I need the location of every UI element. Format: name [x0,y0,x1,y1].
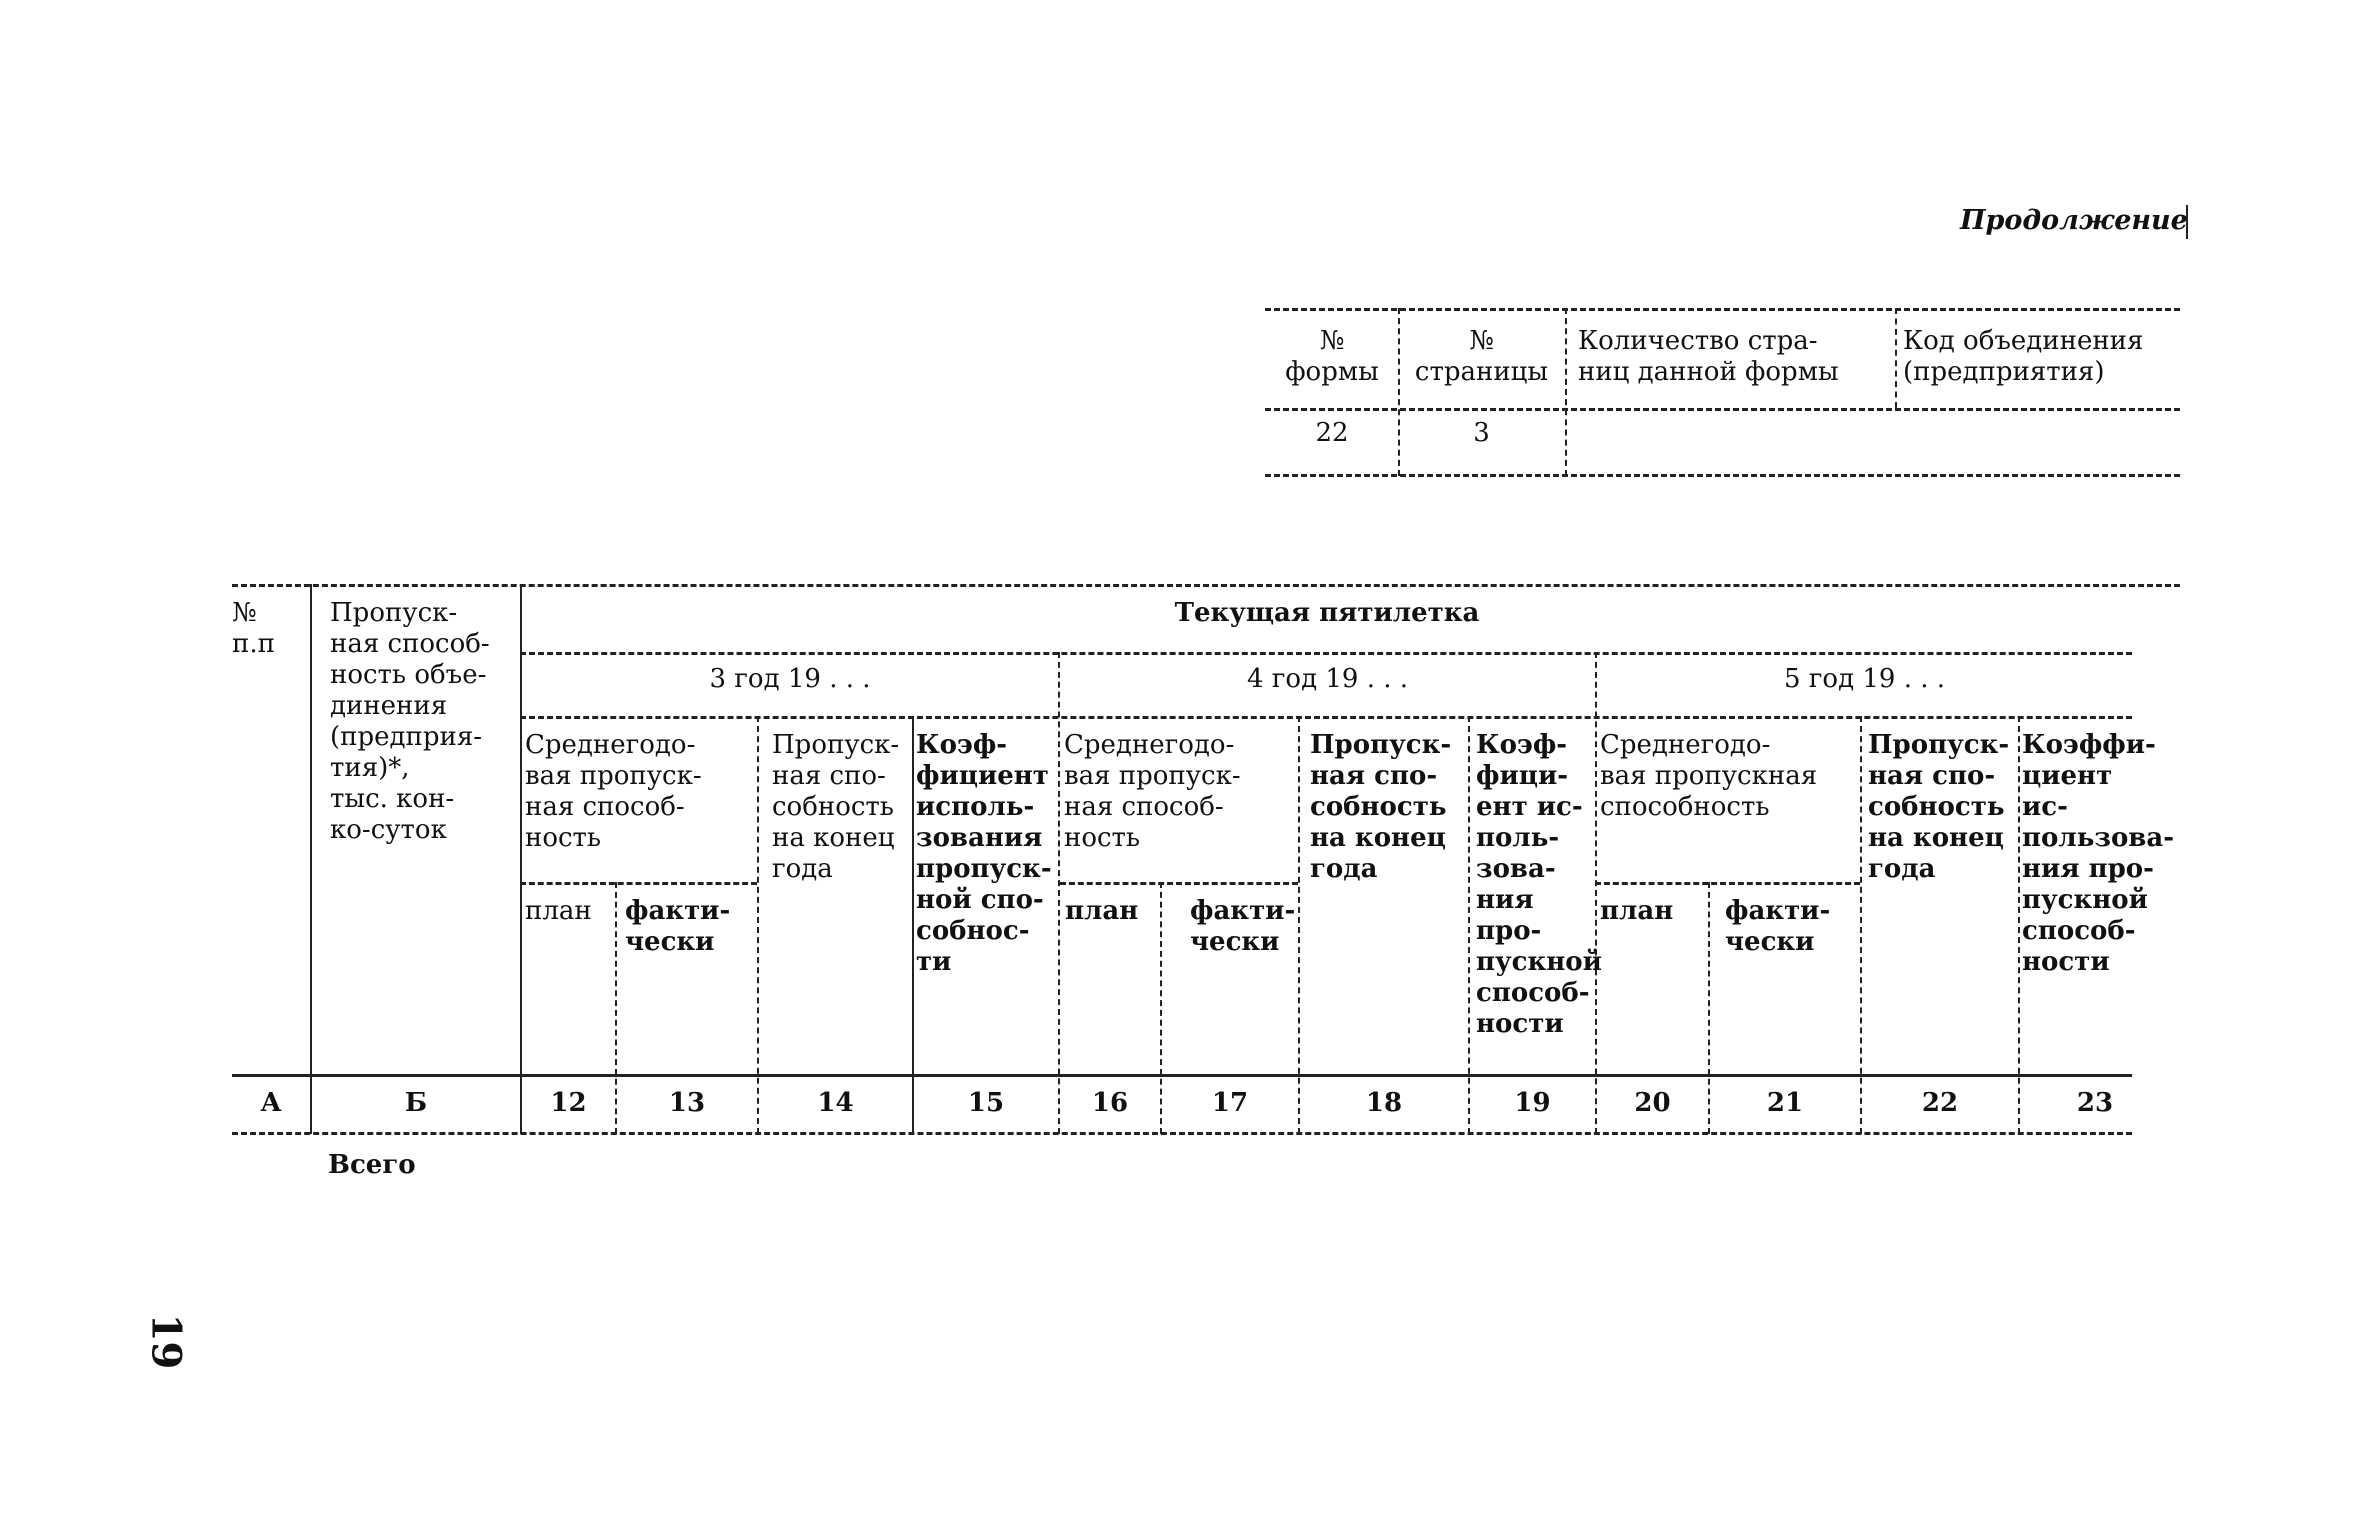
column-number-22: 22 [1921,1088,1959,1118]
column-number-a: А [260,1088,282,1118]
column-number-13: 13 [668,1088,706,1118]
total-row-label: Всего [328,1150,416,1180]
continuation-label: Продолжение [1960,205,2188,236]
year-4-title: 4 год 19 . . . [1246,664,1409,694]
enterprise-capacity-header: Пропуск- ная способ- ность объе- динения (предприя- тия)*, тыс. кон- ко-суток [330,598,490,845]
column-number-b: Б [404,1088,428,1118]
fact-y5-header: факти- чески [1725,896,1831,957]
coefficient-y3-header: Коэф- фициент исполь- зования пропуск- ной спо- собнос- ти [916,730,1052,977]
avg-capacity-y3-header: Среднегодо- вая пропуск- ная способ- ность [525,730,702,853]
continuation-mark [2186,205,2188,239]
avg-capacity-y4-header: Среднегодо- вая пропуск- ная способ- ность [1064,730,1241,853]
year-3-title: 3 год 19 . . . [709,664,871,694]
row-number-header: № п.п [232,598,275,659]
coefficient-y4-header: Коэф- фици- ент ис- поль- зова- ния про- пускной способ- ности [1476,730,1602,1039]
current-five-year-title: Текущая пятилетка [1174,598,1480,628]
coefficient-y5-header: Коэффи- циент ис- пользова- ния про- пускной способ- ности [2022,730,2174,977]
plan-y4-header: план [1065,896,1139,926]
plan-y3-header: план [525,896,592,926]
column-number-14: 14 [817,1088,854,1118]
capacity-end-y5-header: Пропуск- ная спо- собность на конец года [1868,730,2010,884]
column-number-19: 19 [1514,1088,1551,1118]
page-count-header: Количество стра- ниц данной формы [1578,326,1839,387]
column-number-16: 16 [1091,1088,1129,1118]
page-number: 19 [142,1313,190,1370]
column-number-20: 20 [1634,1088,1671,1118]
column-number-15: 15 [967,1088,1005,1118]
column-number-18: 18 [1365,1088,1403,1118]
fact-y4-header: факти- чески [1190,896,1296,957]
plan-y5-header: план [1600,896,1674,926]
column-number-21: 21 [1766,1088,1804,1118]
page-number-header: № страницы [1414,326,1549,387]
enterprise-code-header: Код объединения (предприятия) [1903,326,2144,387]
page-number-value: 3 [1473,418,1490,448]
capacity-end-y3-header: Пропуск- ная спо- собность на конец года [772,730,900,884]
year-5-title: 5 год 19 . . . [1783,664,1946,694]
form-number-value: 22 [1315,418,1349,448]
column-number-12: 12 [550,1088,587,1118]
column-number-17: 17 [1211,1088,1249,1118]
capacity-end-y4-header: Пропуск- ная спо- собность на конец года [1310,730,1452,884]
fact-y3-header: факти- чески [625,896,731,957]
column-number-23: 23 [2076,1088,2114,1118]
avg-capacity-y5-header: Среднегодо- вая пропускная способность [1600,730,1818,822]
form-number-header: № формы [1285,326,1379,387]
